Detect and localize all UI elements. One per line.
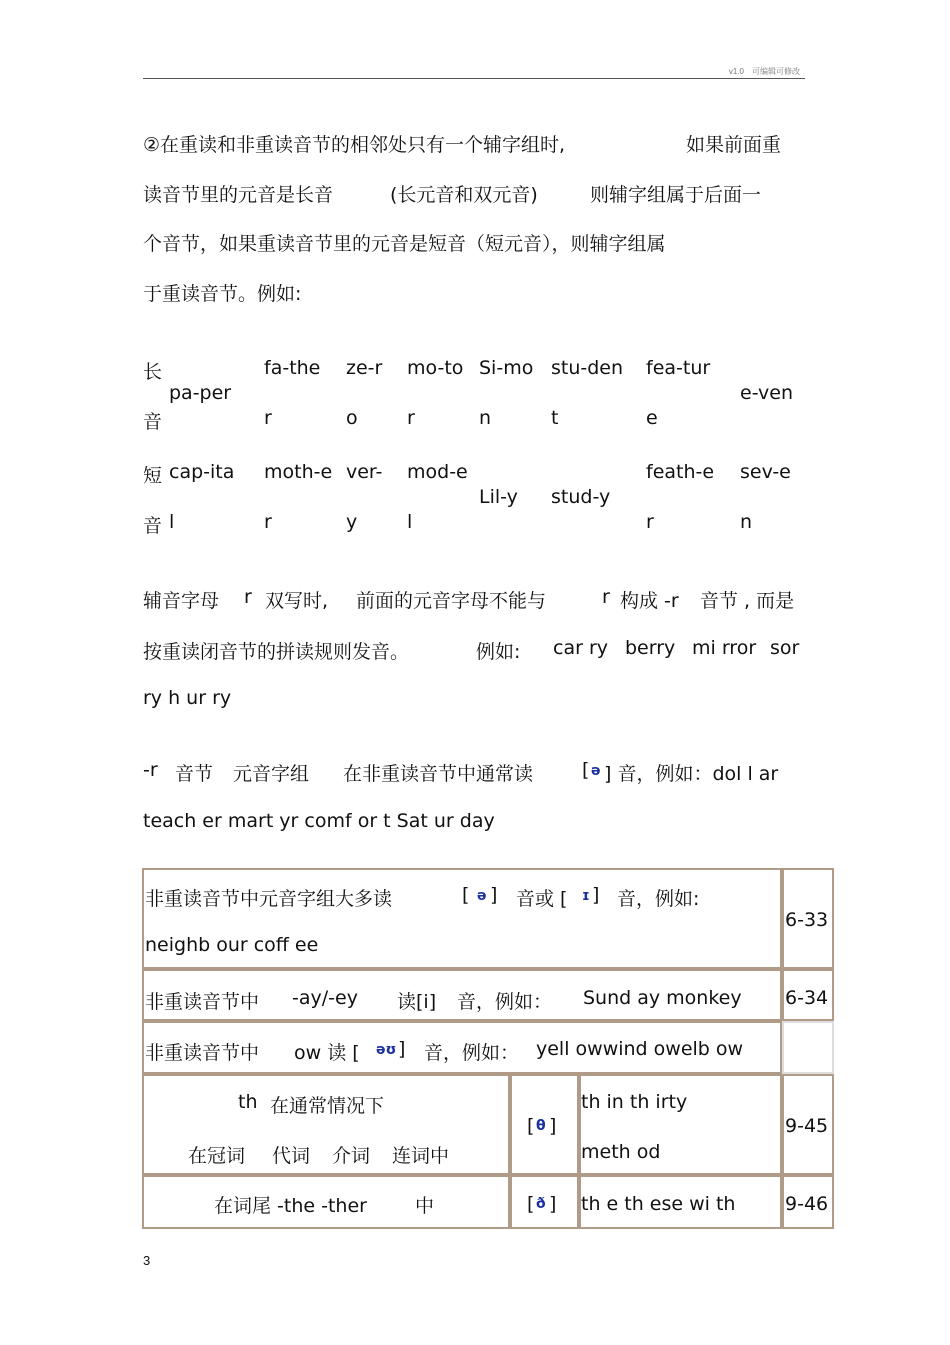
para1-line3: 个音节，如果重读音节里的元音是短音（短元音），则辅字组属 [143,233,666,255]
para2-l1f: 构成 -r [620,590,679,612]
rule3-t4: ] [398,1038,406,1060]
short-word-1b: l [169,511,175,533]
rule2-t2: -ay/-ey [292,987,358,1009]
para1-line2c: 则辅字组属于后面一 [590,184,762,206]
rule5-ipa-open: [ [527,1193,535,1215]
short-label-top: 短 [143,465,163,487]
long-word-2b: r [264,407,272,429]
rule4-t2d: 连词中 [392,1145,450,1167]
rule2-t3: 读[i] [397,991,437,1013]
rule5-t1b: 中 [415,1195,435,1217]
para2-l2f: sor [770,637,800,659]
para2-l2c: car ry [553,637,608,659]
page-number: 3 [143,1253,151,1268]
header-note: v1.0 可编辑可修改 [728,67,800,76]
para3-l1g: ] 音，例如：dol l ar [604,763,779,785]
rule4-ref: 9-45 [785,1115,829,1137]
para3-l1c: 元音字组 [233,763,310,785]
rule4-t2c: 介词 [332,1145,371,1167]
long-word-3a: ze-r [346,357,383,379]
rule5-ipa-close: ] [549,1193,557,1215]
rule3-t6: yell owwind owelb ow [536,1038,744,1060]
para1-line1b: 如果前面重 [686,134,782,156]
long-word-6a: stu-den [551,357,624,379]
rule5-ex: th e th ese wi th [581,1193,736,1215]
para2-l2e: mi rror [692,637,757,659]
rule1-t1e: 音或 [ [516,888,568,910]
para3-l1a: -r [143,759,158,781]
para2-l2d: berry [625,637,676,659]
long-word-3b: o [346,407,358,429]
para3-l1d: 在非重读音节中通常读 [343,763,534,785]
para3-l1f: ə [591,763,601,779]
rule4-ex2: meth od [581,1141,661,1163]
para1-line2b: (长元音和双元音) [390,184,538,206]
rule4-ex1: th in th irty [581,1091,688,1113]
short-word-7a: feath-e [646,461,715,483]
rule2-t1: 非重读音节中 [145,991,260,1013]
long-word-8: e-ven [740,382,794,404]
rule-row-3-ref-cell [782,1021,834,1074]
short-word-5: Lil-y [479,486,518,508]
short-word-8a: sev-e [740,461,791,483]
rule4-t2a: 在冠词 [188,1145,246,1167]
para2-l1a: 辅音字母 [143,590,220,612]
para2-l1c: 双写时, [265,590,329,612]
rule3-t5: 音，例如： [424,1042,520,1064]
long-word-6b: t [551,407,559,429]
rule1-t2: neighb our coff ee [145,934,319,956]
para3-l1e: [ [582,759,590,781]
rule4-ipa: θ [536,1118,546,1134]
long-word-7b: e [646,407,658,429]
para2-l1b: r [244,586,252,608]
rule4-ipa-open: [ [527,1115,535,1137]
short-word-8b: n [740,511,753,533]
long-word-4b: r [407,407,415,429]
para3-l1b: 音节 [175,763,214,785]
rule4-ipa-close: ] [549,1115,557,1137]
para1-line1a: ②在重读和非重读音节的相邻处只有一个辅字组时, [143,134,566,156]
rule1-t1g: ] [592,884,600,906]
long-word-2a: fa-the [264,357,321,379]
para2-l2a: 按重读闭音节的拼读规则发音。 [143,641,410,663]
short-label-bottom: 音 [143,515,163,537]
para1-line4: 于重读音节。例如: [143,283,302,305]
rule4-t1a: th [238,1091,258,1113]
short-word-3a: ver- [346,461,383,483]
short-word-4b: l [407,511,413,533]
rule1-t1f: ɪ [582,888,590,904]
rule5-t1a: 在词尾 -the -ther [214,1195,367,1217]
rule3-t1: 非重读音节中 [145,1042,260,1064]
long-word-5b: n [479,407,492,429]
rule2-t4: 音，例如： [457,991,553,1013]
long-word-4a: mo-to [407,357,464,379]
para1-line2a: 读音节里的元音是长音 [143,184,334,206]
long-label-top: 长 [143,361,163,383]
para2-l1e: r [602,586,610,608]
rule5-ref: 9-46 [785,1193,829,1215]
rule5-ipa: ð [536,1196,546,1212]
rule1-t1a: 非重读音节中元音字组大多读 [145,888,393,910]
para2-l2b: 例如: [476,641,521,663]
long-label-bottom: 音 [143,411,163,433]
long-word-5a: Si-mo [479,357,534,379]
rule1-ref: 6-33 [785,909,829,931]
short-word-7b: r [646,511,654,533]
rule1-t1h: 音，例如: [617,888,700,910]
rule1-t1d: ] [490,884,498,906]
para2-l1d: 前面的元音字母不能与 [356,590,547,612]
short-word-2b: r [264,511,272,533]
para2-l3: ry h ur ry [143,687,232,709]
long-word-1: pa-per [169,382,232,404]
short-word-6: stud-y [551,486,611,508]
rule3-t3: əʊ [376,1042,397,1058]
para3-l2: teach er mart yr comf or t Sat ur day [143,810,495,832]
short-word-1a: cap-ita [169,461,235,483]
rule3-t2: ow 读 [ [294,1042,360,1064]
rule2-ref: 6-34 [785,987,829,1009]
short-word-4a: mod-e [407,461,468,483]
rule4-t2b: 代词 [272,1145,311,1167]
rule2-t5: Sund ay monkey [583,987,742,1009]
rule4-t1b: 在通常情况下 [270,1095,385,1117]
long-word-7a: fea-tur [646,357,711,379]
short-word-3b: y [346,511,358,533]
rule1-t1c: ə [477,888,487,904]
header-rule [143,78,805,79]
short-word-2a: moth-e [264,461,333,483]
para2-l1g: 音节 , 而是 [700,590,795,612]
rule1-t1b: [ [462,884,470,906]
